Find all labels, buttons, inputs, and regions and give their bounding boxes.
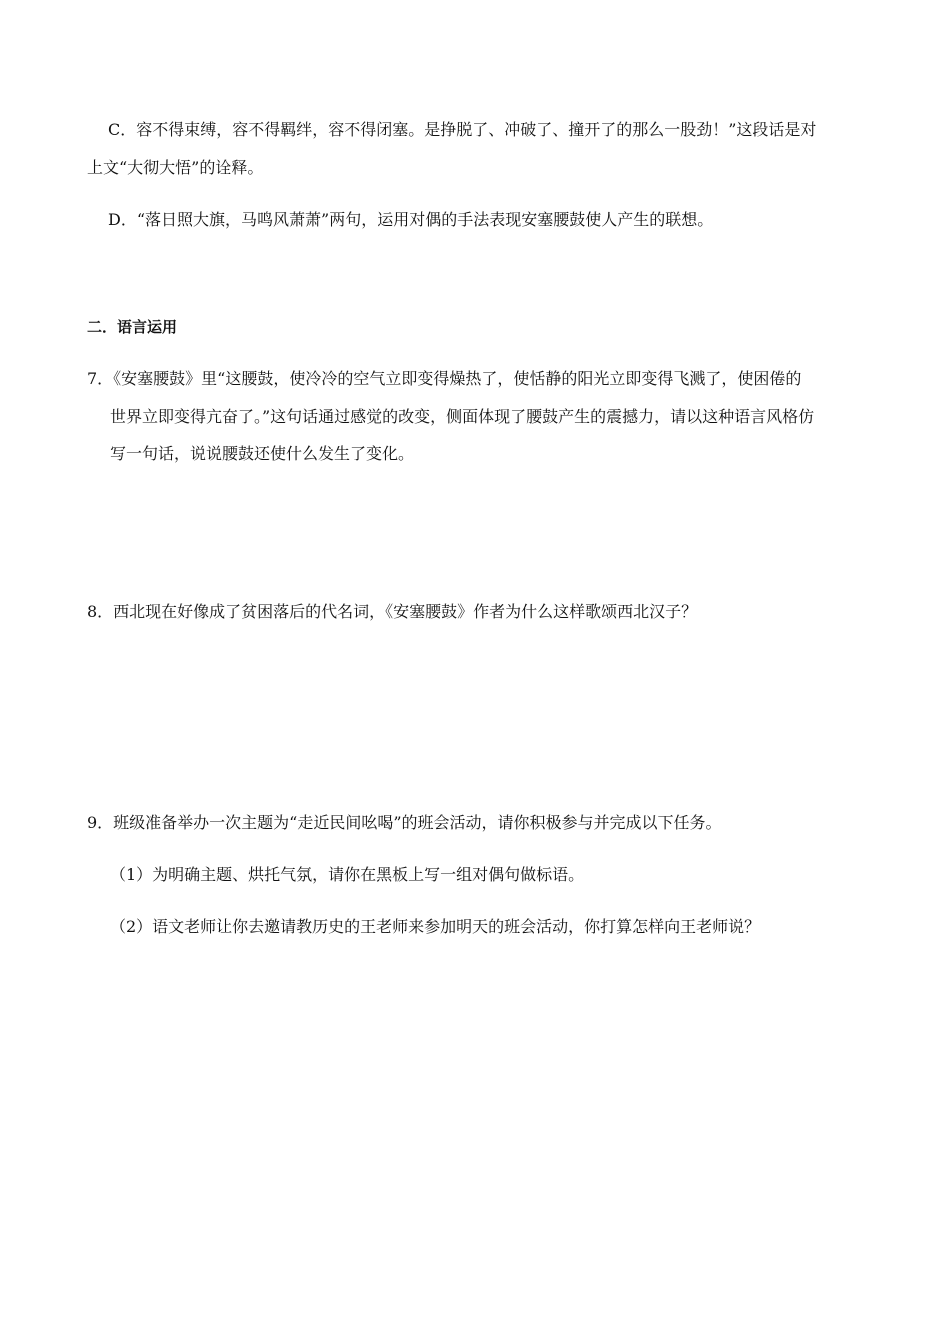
question-9-sub-2: （2）语文老师让你去邀请教历史的王老师来参加明天的班会活动，你打算怎样向王老师说？ xyxy=(110,917,761,936)
question-9-line-1: 9．班级准备举办一次主题为“走近民间吆喝”的班会活动，请你积极参与并完成以下任务。 xyxy=(87,813,722,832)
option-c-line-2: 上文“大彻大悟”的诠释。 xyxy=(87,158,264,177)
section-heading: 二．语言运用 xyxy=(87,318,178,336)
question-7-line-2: 世界立即变得亢奋了。”这句话通过感觉的改变，侧面体现了腰鼓产生的震撼力，请以这种语言风格仿 xyxy=(110,407,815,426)
question-7-line-3: 写一句话，说说腰鼓还使什么发生了变化。 xyxy=(110,444,415,463)
option-c-line-1: C．容不得束缚，容不得羁绊，容不得闭塞。是挣脱了、冲破了、撞开了的那么一股劲！”这段话是对 xyxy=(108,120,817,139)
question-7-line-1: 7．《安塞腰鼓》里“这腰鼓，使冷冷的空气立即变得燥热了，使恬静的阳光立即变得飞溅了，使困倦的 xyxy=(87,369,802,388)
question-8-line-1: 8．西北现在好像成了贫困落后的代名词，《安塞腰鼓》作者为什么这样歌颂西北汉子？ xyxy=(87,602,698,621)
question-9-sub-1: （1）为明确主题、烘托气氛，请你在黑板上写一组对偶句做标语。 xyxy=(110,865,585,884)
option-d-line-1: D．“落日照大旗，马鸣风萧萧”两句，运用对偶的手法表现安塞腰鼓使人产生的联想。 xyxy=(108,210,714,229)
